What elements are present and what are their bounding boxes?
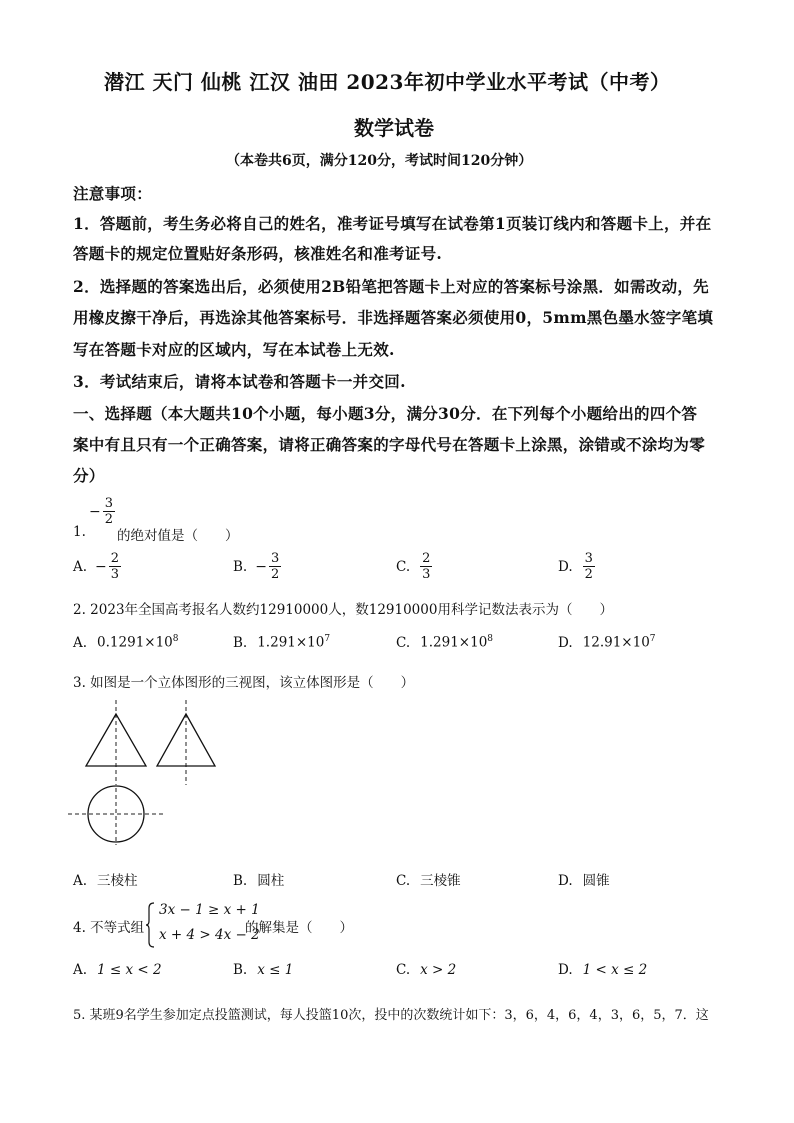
option-d[interactable]: D. 圆锥 [558,873,610,889]
exam-subtitle: 数学试卷 [354,116,434,140]
question-5: 5. 某班9名学生参加定点投篮测试，每人投篮10次，投中的次数统计如下：3，6，4，6，4，3，6，5，7．这 [73,1008,709,1023]
option-c[interactable]: C. $1.291\times 10^8$ [396,634,494,651]
option-a[interactable]: A. 三棱柱 [73,873,138,889]
notice-line: 写在答题卡对应的区域内，写在本试卷上无效. [73,340,395,359]
exam-title: 潜江 天门 仙桃 江汉 油田 2023年初中学业水平考试（中考） [104,70,671,94]
notice-line: 用橡皮擦干净后，再选涂其他答案标号．非选择题答案必须使用0，5mm黑色墨水签字笔填 [73,308,714,327]
notice-heading: 注意事项： [73,184,153,203]
option-a[interactable]: A. 1 ≤ x < 2 [73,962,162,978]
notice-line: 答题卡的规定位置贴好条形码，核准姓名和准考证号. [73,244,443,263]
option-c[interactable]: C. $\frac{2}{3}$ [396,551,431,582]
option-d[interactable]: D. 1 < x ≤ 2 [558,962,648,978]
inequality-1: 3x − 1 ≥ x + 1 [159,902,260,918]
section-heading: 分） [73,466,105,485]
fraction: $\frac{3}{2}$ [584,551,593,582]
exam-info: （本卷共6页，满分120分，考试时间120分钟） [226,153,533,169]
option-c[interactable]: C. 三棱锥 [396,873,461,889]
fraction: $\frac{3}{2}$ [270,551,280,582]
inequality-2: x + 4 > 4x − 2 [159,927,260,943]
left-brace [146,902,156,948]
option-c[interactable]: C. x > 2 [396,962,457,978]
notice-line: 3．考试结束后，请将本试卷和答题卡一并交回. [73,372,406,391]
minus-sign: − [89,503,101,520]
question-2: 2. 2023年全国高考报名人数约12910000人，数12910000用科学记数法表示为（ ） [73,602,613,618]
notice-line: 2．选择题的答案选出后，必须使用2B铅笔把答题卡上对应的答案标号涂黑．如需改动，先 [73,277,709,296]
option-b[interactable]: B. − $\frac{3}{2}$ [233,551,280,582]
side-view-triangle [150,700,220,790]
option-d[interactable]: D. $\frac{3}{2}$ [558,551,593,582]
question-3: 3. 如图是一个立体图形的三视图，该立体图形是（ ） [73,675,415,691]
fraction: $\frac{2}{3}$ [422,551,431,582]
option-a[interactable]: A. − $\frac{2}{3}$ [73,551,120,582]
option-b[interactable]: B. $1.291\times 10^7$ [233,634,331,651]
option-a[interactable]: A. $0.1291\times 10^8$ [73,634,179,651]
front-view-triangle [86,700,146,785]
question-number: 1. [73,524,86,540]
section-heading: 一、选择题（本大题共10个小题，每小题3分，满分30分．在下列每个小题给出的四个答 [73,404,698,423]
question-text: 的绝对值是（ ） [117,528,239,544]
notice-line: 1．答题前，考生务必将自己的姓名，准考证号填写在试卷第1页装订线内和答题卡上，并在 [73,214,712,233]
option-d[interactable]: D. $12.91\times 10^7$ [558,634,656,651]
option-b[interactable]: B. x ≤ 1 [233,962,294,978]
fraction: $\frac{2}{3}$ [110,551,120,582]
fraction: $\frac{3}{2}$ [104,496,114,527]
option-b[interactable]: B. 圆柱 [233,873,285,889]
top-view-circle [68,786,163,845]
section-heading: 案中有且只有一个正确答案，请将正确答案的字母代号在答题卡上涂黑，涂错或不涂均为零 [73,435,706,454]
